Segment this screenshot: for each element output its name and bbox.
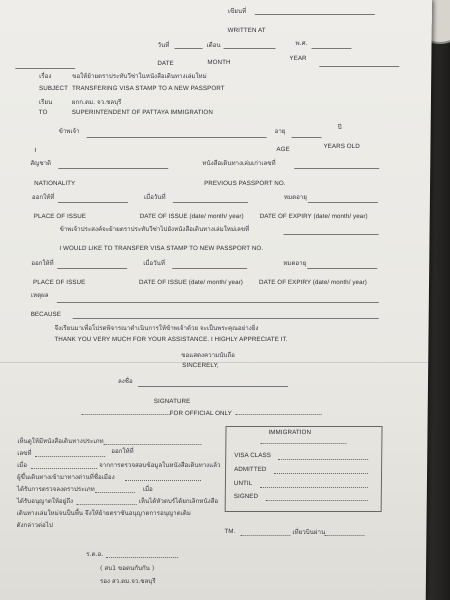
officer-name: ( สบ1 ขอตนกับกัน ) (100, 565, 155, 572)
visa-class-dots (278, 459, 368, 460)
because-line-1 (57, 302, 379, 303)
age-line (292, 137, 322, 138)
month-label: MONTH (207, 59, 231, 66)
official-dots-left (82, 414, 170, 415)
date-of-issue-2-label: DATE OF ISSUE (date/ month/ year) (139, 279, 244, 286)
date-of-expiry-label: DATE OF EXPIRY (date/ month/ year) (259, 213, 368, 220)
sincerely-label: SINCERELY, (182, 362, 219, 369)
admitted-label: ADMITTED (234, 466, 267, 473)
subject-th: เรื่อง (39, 73, 52, 80)
issued-date-2-line (172, 268, 247, 269)
official-line-6: ได้รับอนุญาตให้อยู่ถึง (16, 498, 74, 505)
prev-passport-label: PREVIOUS PASSPORT NO. (204, 180, 286, 187)
to-label: TO (38, 109, 48, 116)
nationality-line (58, 168, 168, 169)
signed-label: SIGNED (233, 493, 259, 500)
issued-at-2-line (57, 268, 127, 269)
expiry-th: หมดอายุ (283, 194, 307, 201)
age-th: อายุ (274, 128, 286, 135)
year-th: พ.ศ. (295, 40, 308, 47)
subject-label: SUBJECT (39, 85, 69, 92)
to-value-th: ผกก.ตม. จว.ชลบุรี (71, 99, 122, 106)
nationality-label: NATIONALITY (34, 180, 76, 187)
left-header-line (15, 68, 75, 69)
because-th: เหตุผล (30, 292, 49, 299)
official-line-3b: จากการตรวจสอบข้อมูลในหนังสือเดินทางแล้ว (99, 462, 221, 469)
date-of-issue-label: DATE OF ISSUE (date/ month/ year) (139, 213, 244, 220)
immigration-dots (260, 443, 346, 444)
written-at-th: เขียนที่ (227, 8, 247, 15)
official-line-8: ดังกล่าวต่อไป (16, 522, 53, 529)
expiry-2-line (307, 268, 377, 269)
issued-date-th: เมื่อวันที่ (143, 194, 166, 201)
subject-value: TRANSFERING VISA STAMP TO A NEW PASSPORT (72, 85, 225, 92)
official-dots-right (236, 414, 322, 415)
transfer-th: ข้าพเจ้าประสงค์จะย้ายตราประทับวีซ่าไปยังหนังสือเดินทางเล่มใหม่เลขที่ (59, 226, 250, 233)
official-dots-2 (35, 456, 105, 457)
tm-flight-th: เที่ยวบินผ่าน (292, 529, 326, 536)
to-th: เรียน (38, 99, 53, 106)
signed-dots (266, 500, 368, 501)
official-line-4: ผู้ขึ้นเดินทางเข้ามาทางด่านที่ชื่อเมือง (16, 474, 115, 481)
i-th: ข้าพเจ้า (58, 128, 80, 135)
transfer-label: I WOULD LIKE TO TRANSFER VISA STAMP TO NEW PASSPORT NO. (59, 245, 264, 252)
prev-passport-line (294, 168, 379, 169)
date-of-expiry-2-label: DATE OF EXPIRY (date/ month/ year) (259, 279, 368, 286)
official-line-7: เดินทางเล่มใหม่จนป็นพื้น จึงให้ย้ายตราชันอนุญาตการอนุญาตเดิม (16, 510, 191, 517)
month-th: เดือน (206, 42, 221, 49)
because-label: BECAUSE (30, 311, 62, 318)
written-at-line (255, 14, 375, 15)
because-line-2 (73, 318, 379, 319)
place-of-issue-2-label: PLACE OF ISSUE (33, 279, 86, 286)
tm-label: TM. (224, 528, 236, 535)
request-th: จึงเรียนมาเพื่อโปรดพิจารณาดำเนินการให้ข้าพเจ้าด้วย จะเป็นพระคุณอย่างยิ่ง (54, 325, 259, 332)
official-line-5: ได้รับการตรวจลงตราประเภท (16, 486, 95, 493)
official-line-2: เลขที่ (17, 450, 32, 457)
place-of-issue-label: PLACE OF ISSUE (33, 213, 87, 220)
officer-sign-dots (106, 557, 178, 558)
signature-label: SIGNATURE (153, 398, 191, 405)
official-line-1: เห็นดูให้มีหนังสือเดินทางประเภท (17, 438, 104, 445)
visa-class-label: VISA CLASS (234, 452, 272, 459)
official-line-2b: ออกให้ที่ (111, 448, 134, 455)
date-th: วันที่ (157, 42, 170, 49)
tm-dots (240, 535, 290, 536)
issued-at-th: ออกให้ที่ (31, 194, 55, 201)
until-dots (260, 487, 368, 488)
official-dots-1 (103, 444, 201, 445)
official-only-label: FOR OFFICIAL ONLY (169, 410, 232, 417)
expiry-2-th: หมดอายุ (283, 260, 307, 267)
nationality-th: สัญชาติ (30, 160, 52, 167)
issued-date-2-th: เมื่อวันที่ (143, 260, 165, 267)
year-label: YEAR (289, 55, 307, 62)
officer-position: รอง สว.ตม.จว.ชลบุรี (99, 578, 156, 585)
official-line-6b: เห็นได้หัวดบร์ได้ยกเลิกหนังสือ (138, 498, 219, 505)
issued-date-line (173, 202, 248, 203)
subject-value-th: ขอให้ย้ายตราประทับวีซ่าในหนังสือเดินทางเล่มใหม่ (72, 73, 207, 80)
sign-th: ลงชื่อ (117, 378, 133, 385)
to-value: SUPERINTENDENT OF PATTAYA IMMIGRATION (71, 109, 213, 116)
new-passport-line (284, 234, 379, 235)
signature-line (138, 386, 288, 387)
expiry-line (308, 202, 378, 203)
written-at-label: WRITTEN AT (227, 27, 266, 34)
age-label: AGE (276, 146, 290, 153)
date-label: DATE (157, 60, 174, 67)
years-th: ปี (337, 124, 342, 131)
official-dots-3 (31, 468, 97, 469)
immigration-box (225, 426, 383, 512)
month-line (223, 48, 275, 49)
prev-passport-th: หนังสือเดินทางเล่มเก่าเลขที่ (202, 160, 276, 167)
until-label: UNTIL (233, 480, 253, 487)
date-line (174, 48, 202, 49)
official-line-3: เมื่อ (17, 462, 28, 469)
immigration-title: IMMIGRATION (268, 429, 312, 436)
tm-flight-dots (324, 535, 364, 536)
name-line (87, 137, 267, 138)
sincerely-th: ขอแสดงความนับถือ (181, 352, 235, 359)
official-dots-5 (95, 492, 135, 493)
officer-rank: ร.ต.อ. (86, 551, 104, 558)
official-dots-6 (77, 504, 137, 505)
thanks-text: THANK YOU VERY MUCH FOR YOUR ASSISTANCE. I HIGHLY APPRECIATE IT. (54, 336, 288, 343)
official-dots-4 (125, 480, 201, 481)
year-line (311, 48, 351, 49)
official-line-5b: เมื่อ (142, 486, 153, 493)
i-label: I (34, 147, 37, 154)
years-old-label: YEARS OLD (323, 143, 360, 150)
right-header-line (319, 66, 399, 67)
issued-at-2-th: ออกให้ที่ (31, 260, 54, 267)
issued-at-line (58, 202, 128, 203)
admitted-dots (274, 473, 368, 474)
